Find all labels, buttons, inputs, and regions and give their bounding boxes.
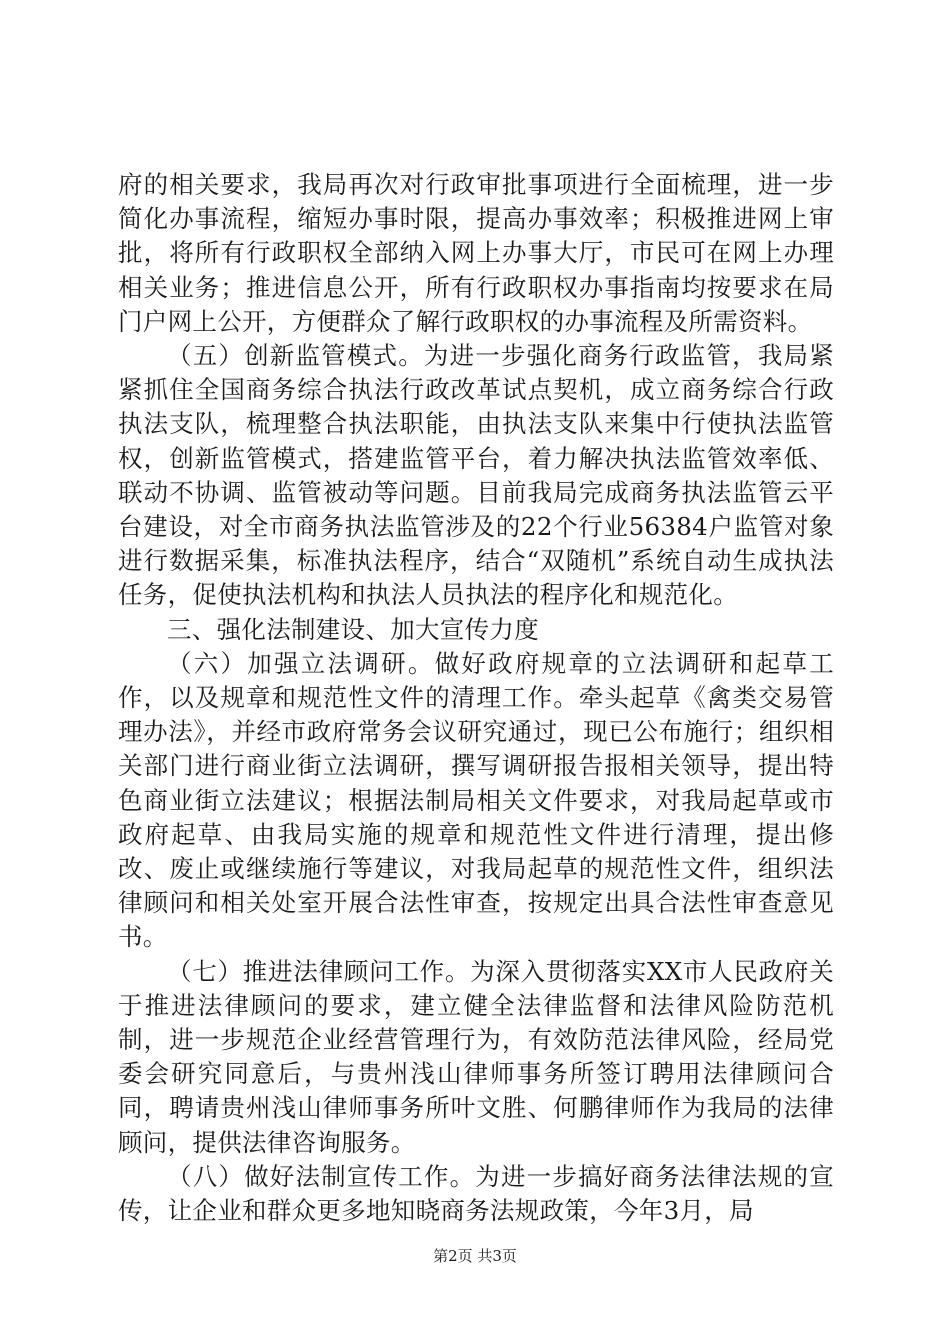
paragraph-section-6: （六）加强立法调研。做好政府规章的立法调研和起草工作，以及规章和规范性文件的清理工作。牵头起草《禽类交易管理办法》，并经市政府常务会议研究通过，现已公布施行；组织相关部门进行商业街立法调研，撰写调研报告报相关领导，提出特色商业街立法建议；根据法制局相关文件要求，对我局起草或市政府起草、由我局实施的规章和规范性文件进行清理，提出修改、废止或继续施行等建议，对我局起草的规范性文件，组织法律顾问和相关处室开展合法性审查，按规定出具合法性审查意见书。: [118, 648, 834, 952]
paragraph-section-8: （八）做好法制宣传工作。为进一步搞好商务法律法规的宣传，让企业和群众更多地知晓商务法规政策，今年3月，局: [118, 1161, 834, 1226]
section-heading-3: 三、强化法制建设、加大宣传力度: [167, 614, 539, 644]
paragraph-section-7: （七）推进法律顾问工作。为深入贯彻落实XX市人民政府关于推进法律顾问的要求，建立健全法律监督和法律风险防范机制，进一步规范企业经营管理行为，有效防范法律风险，经局党委会研究同意后，与贵州浅山律师事务所签订聘用法律顾问合同，聘请贵州浅山律师事务所叶文胜、何鹏律师作为我局的法律顾问，提供法律咨询服务。: [118, 956, 834, 1157]
body-text: [118, 168, 834, 1228]
page-footer: 第2页 共3页: [433, 1247, 517, 1265]
paragraph-continuation: 府的相关要求，我局再次对行政审批事项进行全面梳理，进一步简化办事流程，缩短办事时限，提高办事效率；积极推进网上审批，将所有行政职权全部纳入网上办事大厅，市民可在网上办理相关业务；推进信息公开，所有行政职权办事指南均按要求在局门户网上公开，方便群众了解行政职权的办事流程及所需资料。: [118, 170, 834, 336]
paragraph-section-5: （五）创新监管模式。为进一步强化商务行政监管，我局紧紧抓住全国商务综合执法行政改革试点契机，成立商务综合行政执法支队，梳理整合执法职能，由执法支队来集中行使执法监管权，创新监管模式，搭建监管平台，着力解决执法监管效率低、联动不协调、监管被动等问题。目前我局完成商务执法监管云平台建设，对全市商务执法监管涉及的22个行业56384户监管对象进行数据采集，标准执法程序，结合“双随机”系统自动生成执法任务，促使执法机构和执法人员执法的程序化和规范化。: [118, 341, 834, 610]
